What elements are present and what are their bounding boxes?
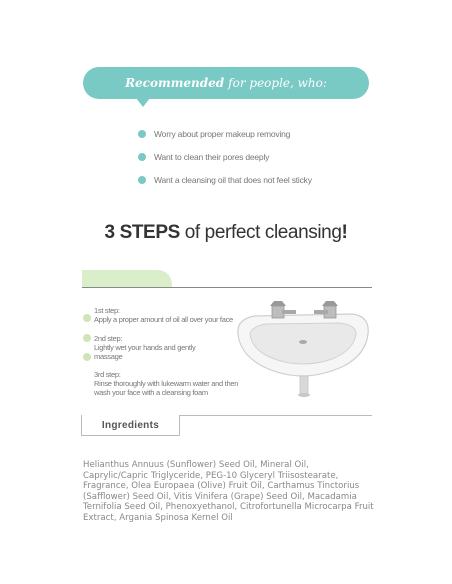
steps-heading-light: of perfect cleansing (179, 222, 342, 243)
step-label: 1st step: (94, 306, 120, 315)
step-text: Rinse thoroughly with lukewarm water and then wash your face with a cleansing foam (94, 379, 239, 397)
recommended-list (138, 122, 312, 191)
list-item (138, 122, 312, 145)
step-label: 2nd step: (94, 334, 123, 343)
step-text: Apply a proper amount of oil all over your face (94, 315, 233, 324)
step-1 (94, 306, 254, 324)
section-tab (82, 270, 172, 287)
step-3 (94, 370, 246, 397)
step-dot-icon (83, 314, 91, 322)
list-item-text: Want a cleansing oil that does not feel sticky (154, 174, 312, 185)
sink-illustration (232, 296, 374, 400)
recommended-title-part1: Recommended (125, 76, 225, 90)
step-dot-icon (83, 334, 91, 342)
step-dot-icon (83, 353, 91, 361)
steps-heading (0, 222, 452, 244)
steps-heading-strong: 3 STEPS (104, 222, 180, 243)
banner-pointer (136, 98, 150, 107)
list-item (138, 145, 312, 168)
bullet-dot-icon (138, 176, 146, 184)
list-item-text: Worry about proper makeup removing (154, 128, 291, 139)
list-item (138, 168, 312, 191)
step-2 (94, 334, 219, 361)
bullet-dot-icon (138, 153, 146, 161)
step-text: Lightly wet your hands and gently massage (94, 343, 196, 361)
ingredients-list: Helianthus Annuus (Sunflower) Seed Oil, Mineral Oil, Caprylic/Capric Triglyceride, PEG-10 Glyceryl Triisostearate, Fragrance, Olea Europaea (Olive) Fruit Oil, Carthamus Tinctorius (Safflower) Seed Oil, Vitis Vinifera (Grape) Seed Oil, Macadamia Ternifolia Seed Oil, Phenoxyethanol, Citrofortunella Microcarpa Fruit Extract, Argania Spinosa Kernel Oil (83, 460, 374, 523)
steps-heading-bang: ! (341, 222, 348, 243)
ingredients-heading: Ingredients (81, 415, 180, 436)
step-label: 3rd step: (94, 370, 121, 379)
bullet-dot-icon (138, 130, 146, 138)
list-item-text: Want to clean their pores deeply (154, 151, 270, 162)
recommended-banner (83, 67, 369, 99)
recommended-title-part2: for people, who: (228, 76, 327, 90)
section-divider (82, 287, 372, 288)
